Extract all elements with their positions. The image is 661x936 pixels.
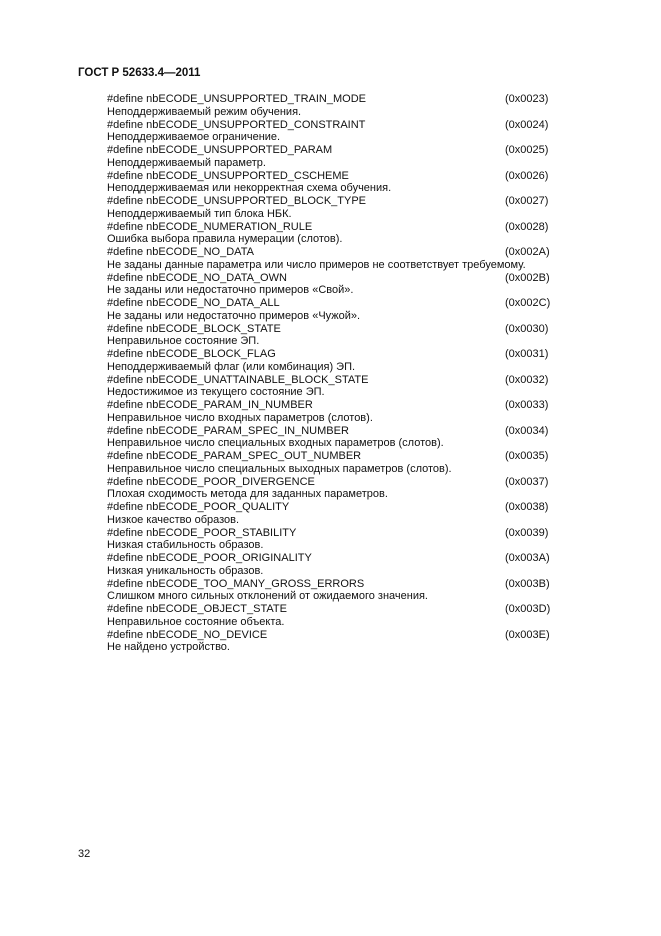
define-line [107,603,552,616]
define-name: #define nbECODE_POOR_ORIGINALITY [107,552,312,564]
document-header: ГОСТ Р 52633.4—2011 [78,67,201,79]
error-description: Низкое качество образов. [107,513,240,526]
define-name: #define nbECODE_NUMERATION_RULE [107,220,313,233]
define-line [107,399,552,412]
error-description: Не найдено устройство. [107,641,230,654]
define-line [107,119,552,132]
error-code-value: (0x002C) [505,297,551,309]
error-code-value: (0x002A) [505,246,550,258]
define-line [107,552,552,565]
error-description: Недостижимое из текущего состояние ЭП. [107,386,325,399]
define-name: #define nbECODE_NO_DATA_ALL [107,297,280,309]
error-description: Неподдерживаемый режим обучения. [107,105,302,118]
define-name: #define nbECODE_TOO_MANY_GROSS_ERRORS [107,577,365,590]
error-code-value: (0x0033) [505,399,549,411]
error-description: Низкая уникальность образов. [107,564,264,577]
error-code-value: (0x0026) [505,169,549,182]
define-line [107,93,552,106]
define-line [107,527,552,540]
error-description: Неправильное число специальных входных параметров (слотов). [107,437,444,450]
define-line [107,629,552,642]
define-name: #define nbECODE_UNSUPPORTED_CONSTRAINT [107,118,366,131]
define-name: #define nbECODE_NO_DATA [107,246,254,258]
error-code-value: (0x0034) [505,424,549,437]
define-line [107,297,552,310]
error-code-value: (0x0025) [505,144,549,156]
define-line [107,221,552,234]
error-code-value: (0x003D) [505,603,551,615]
error-code-value: (0x0032) [505,373,549,386]
define-name: #define nbECODE_UNSUPPORTED_PARAM [107,144,333,156]
error-code-value: (0x0039) [505,526,549,539]
define-line [107,501,552,514]
error-code-value: (0x0037) [505,475,549,488]
define-name: #define nbECODE_NO_DEVICE [107,628,268,641]
error-code-value: (0x0028) [505,220,549,233]
error-description: Неправильное состояние объекта. [107,615,285,628]
error-code-list [107,93,552,654]
error-description: Не заданы данные параметра или число примеров не соответствует требуемому. [107,258,526,271]
define-line [107,272,552,285]
error-description: Неподдерживаемая или некорректная схема обучения. [107,182,392,195]
define-name: #define nbECODE_POOR_DIVERGENCE [107,475,315,488]
error-code-value: (0x003E) [505,628,550,641]
error-description: Не заданы или недостаточно примеров «Чужой». [107,309,361,322]
define-line [107,323,552,336]
define-line [107,246,552,259]
error-code-value: (0x003B) [505,577,550,590]
define-line [107,476,552,489]
define-name: #define nbECODE_POOR_QUALITY [107,501,290,513]
define-line [107,425,552,438]
error-code-value: (0x0038) [505,501,549,513]
error-code-value: (0x002B) [505,271,550,284]
error-description: Плохая сходимость метода для заданных параметров. [107,488,388,501]
error-description: Низкая стабильность образов. [107,539,264,552]
page-number: 32 [78,848,91,860]
define-line [107,578,552,591]
define-name: #define nbECODE_UNSUPPORTED_BLOCK_TYPE [107,195,367,207]
error-code-value: (0x0035) [505,450,549,462]
error-description: Неправильное состояние ЭП. [107,335,260,348]
error-code-value: (0x0031) [505,348,549,360]
error-description: Неправильное число входных параметров (слотов). [107,411,373,424]
define-name: #define nbECODE_PARAM_IN_NUMBER [107,399,313,411]
define-line [107,195,552,208]
error-description: Неподдерживаемое ограничение. [107,131,281,144]
define-name: #define nbECODE_BLOCK_FLAG [107,348,276,360]
define-name: #define nbECODE_PARAM_SPEC_OUT_NUMBER [107,450,362,462]
define-name: #define nbECODE_UNSUPPORTED_TRAIN_MODE [107,93,366,105]
define-line [107,170,552,183]
error-description: Ошибка выбора правила нумерации (слотов). [107,233,343,246]
error-description: Неправильное число специальных выходных параметров (слотов). [107,462,452,475]
error-code-value: (0x0024) [505,118,549,131]
error-description: Не заданы или недостаточно примеров «Свой». [107,284,354,297]
error-code-value: (0x0023) [505,93,549,105]
define-name: #define nbECODE_BLOCK_STATE [107,322,281,335]
define-line [107,450,552,463]
error-code-value: (0x0030) [505,322,549,335]
error-description: Слишком много сильных отклонений от ожидаемого значения. [107,590,428,603]
error-description: Неподдерживаемый флаг (или комбинация) ЭП. [107,360,356,373]
define-line [107,374,552,387]
define-name: #define nbECODE_POOR_STABILITY [107,526,297,539]
define-name: #define nbECODE_UNSUPPORTED_CSCHEME [107,169,349,182]
define-name: #define nbECODE_UNATTAINABLE_BLOCK_STATE [107,373,369,386]
define-name: #define nbECODE_OBJECT_STATE [107,603,287,615]
define-line [107,348,552,361]
error-description: Неподдерживаемый параметр. [107,156,266,169]
define-line [107,144,552,157]
define-name: #define nbECODE_PARAM_SPEC_IN_NUMBER [107,424,349,437]
error-description: Неподдерживаемый тип блока НБК. [107,207,292,220]
define-name: #define nbECODE_NO_DATA_OWN [107,271,287,284]
error-code-value: (0x003A) [505,552,550,564]
error-code-value: (0x0027) [505,195,549,207]
